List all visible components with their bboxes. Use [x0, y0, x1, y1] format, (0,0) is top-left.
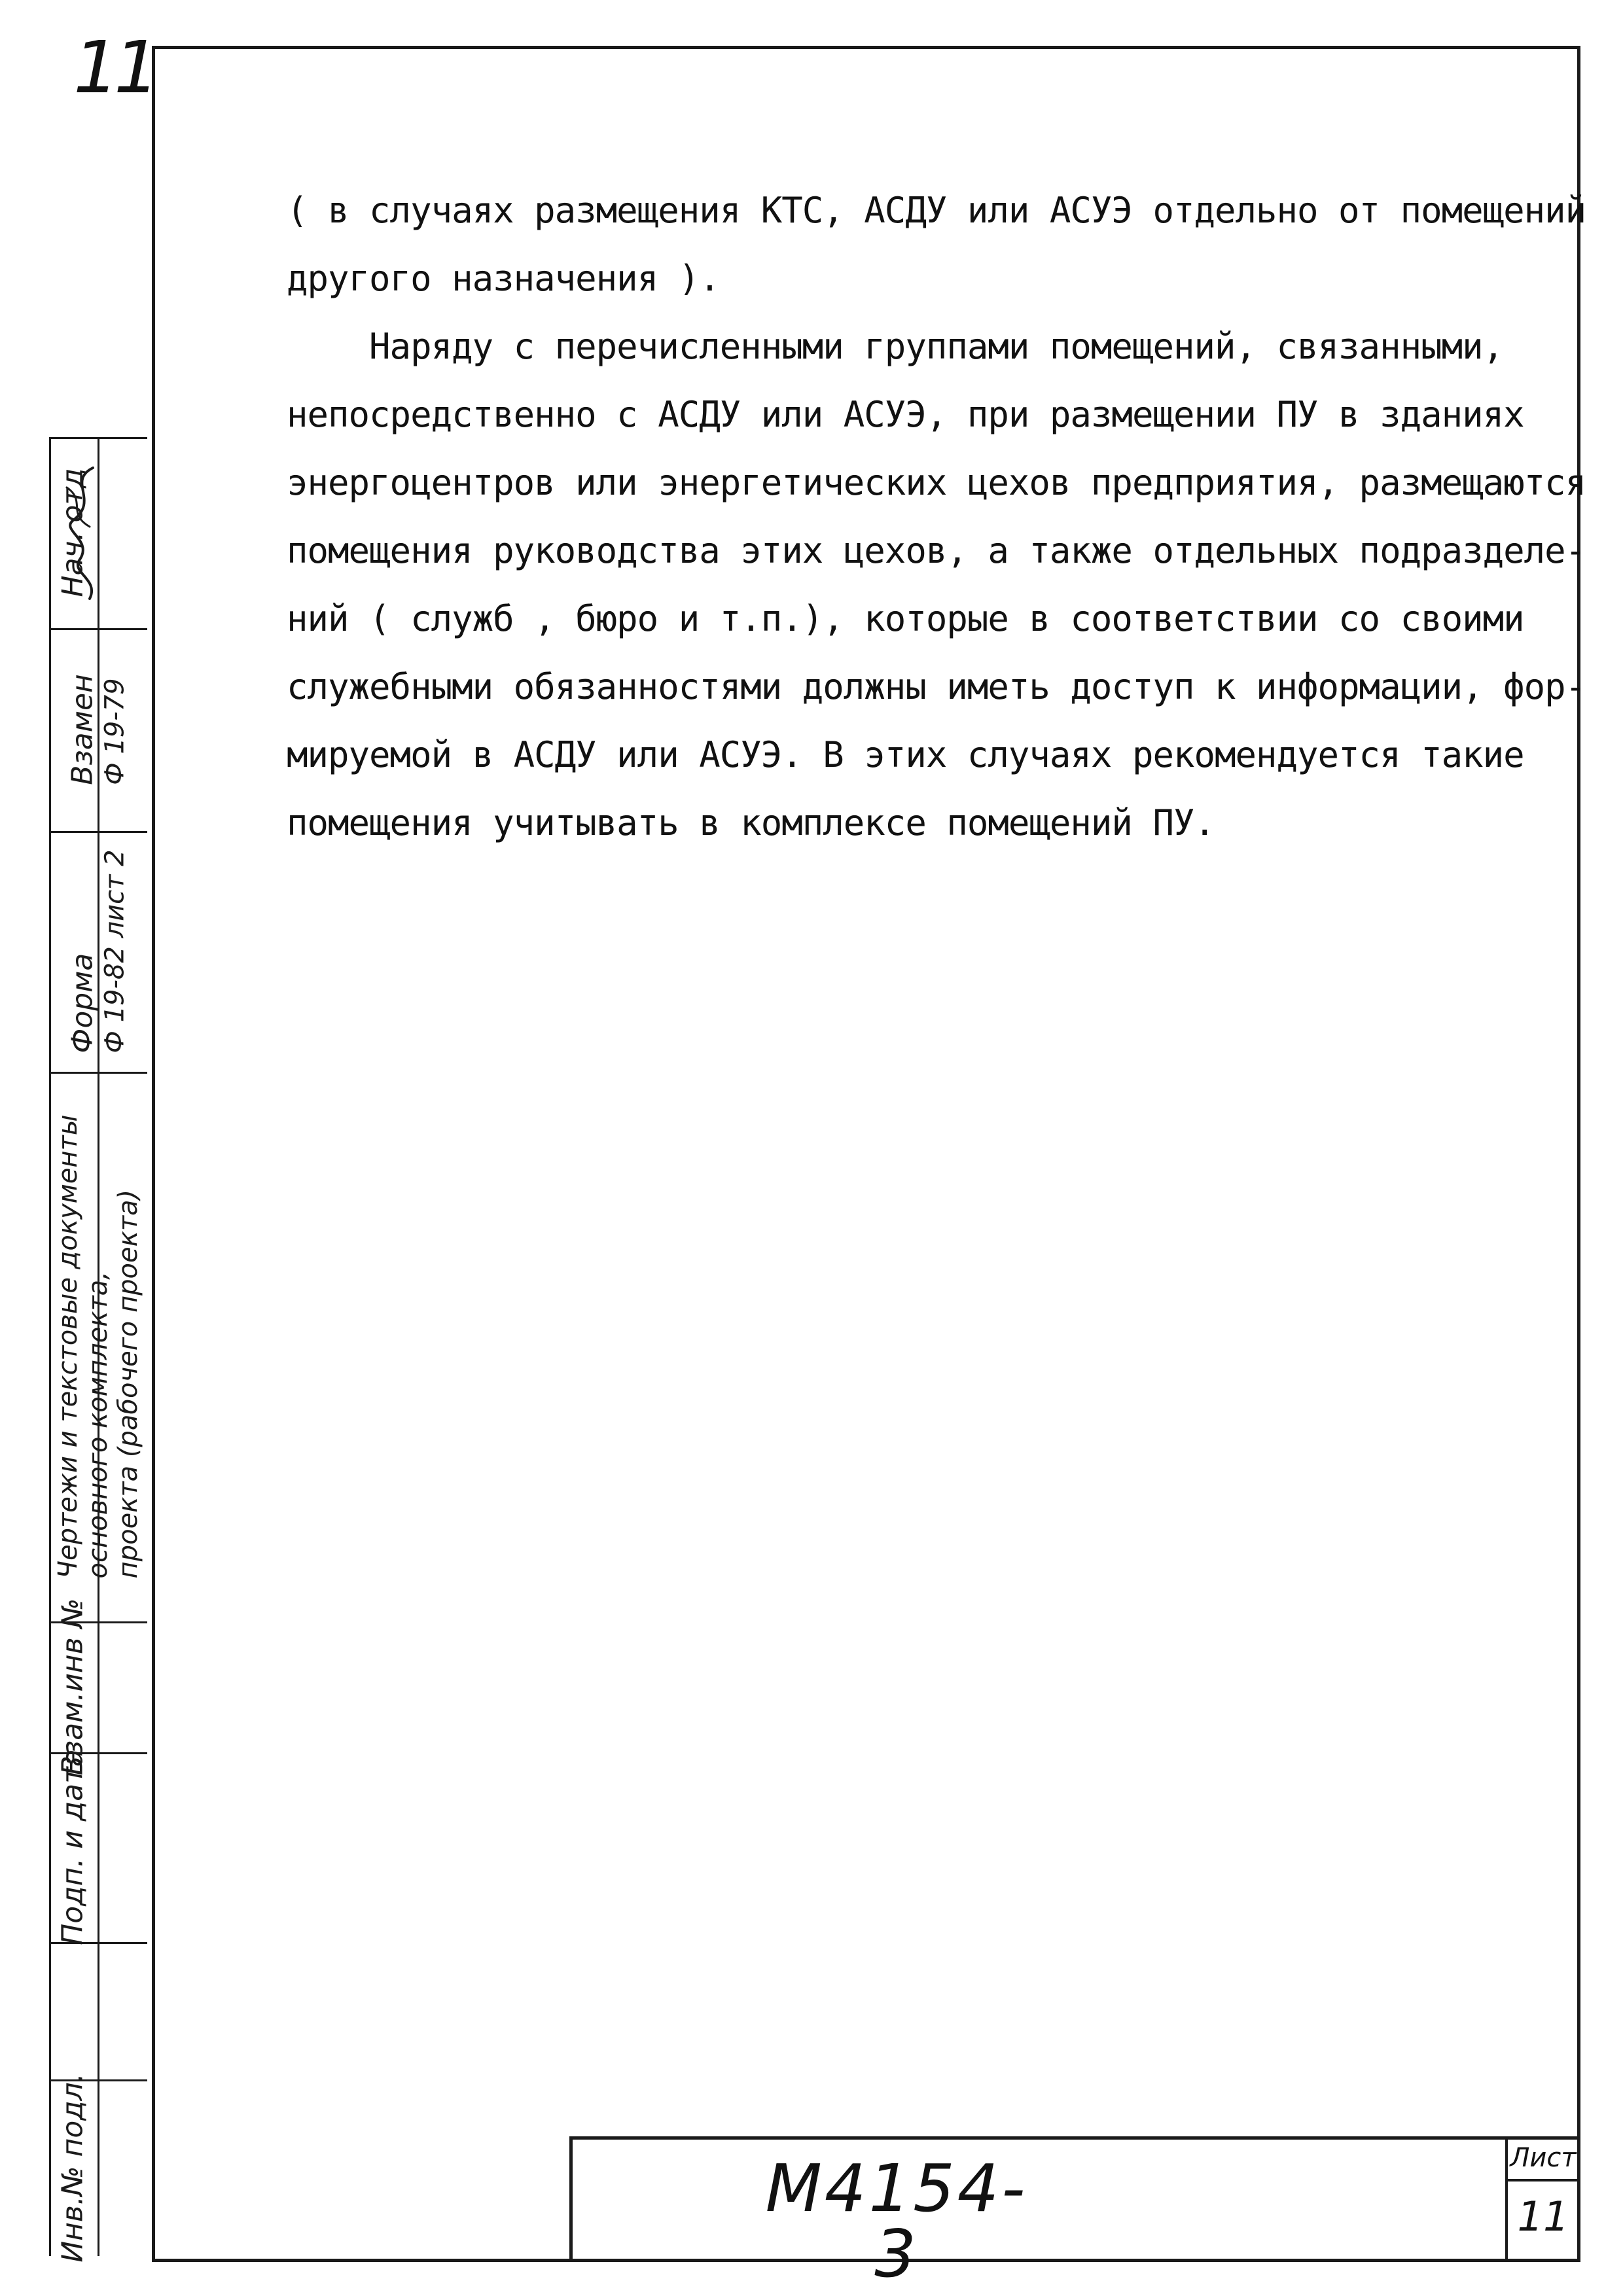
page-frame-left [152, 46, 155, 2261]
handwritten-page-number: 11 [73, 26, 154, 109]
document-code: М4154-3 [765, 2150, 1028, 2292]
stamp-cell-podp-data [49, 1749, 147, 1945]
text-line: другого назначения ). [287, 258, 720, 299]
text-line: ний ( служб , бюро и т.п.), которые в соответствии со своими [287, 598, 1524, 639]
body-text [287, 177, 1586, 857]
page-frame-top [152, 46, 1578, 49]
stamp-cell-form [49, 831, 147, 1072]
sheet-number: 11 [1517, 2193, 1569, 2240]
page-frame-right [1577, 46, 1580, 2261]
stamp-label-inv-podl: Инв.№ подл. [56, 2073, 90, 2263]
stamp-label-vzam-inv: Взам.инв № [56, 1598, 90, 1776]
text-line: помещения руководства этих цехов, а также отдельных подразделе- [287, 530, 1586, 571]
stamp-label-podp-data: Подп. и дата [56, 1749, 90, 1945]
stamp-label-vzamen: Взамен [65, 674, 99, 785]
title-block [569, 2136, 1580, 2261]
stamp-cell-vzam-inv [49, 1598, 147, 1776]
text-line: мируемой в АСДУ или АСУЭ. В этих случаях рекомендуется такие [287, 734, 1524, 775]
text-line: Наряду с перечисленными группами помещений, связанными, [287, 326, 1504, 367]
text-line: непосредственно с АСДУ или АСУЭ, при размещении ПУ в зданиях [287, 394, 1524, 435]
text-line: служебными обязанностями должны иметь доступ к информации, фор- [287, 666, 1586, 707]
stamp-cell-vzamen [49, 628, 147, 831]
stamp-cell-inv-podl [49, 2073, 147, 2263]
text-line: помещения учитывать в комплексе помещений ПУ. [287, 802, 1215, 843]
stamp-cell-drawings [49, 1072, 147, 1621]
stamp-label-form: Форма [65, 953, 99, 1053]
text-line: энергоцентров или энергетических цехов предприятия, размещаются [287, 462, 1586, 503]
sheet-box-divider [1505, 2179, 1580, 2181]
stamp-text-drawings-line2: основного комплекта, [83, 1271, 113, 1579]
left-margin-stamp [49, 437, 147, 2263]
stamp-value-vzamen: Ф 19-79 [99, 678, 130, 785]
sheet-label: Лист [1510, 2143, 1577, 2173]
stamp-value-form: Ф 19-82 лист 2 [99, 849, 130, 1053]
text-line: ( в случаях размещения КТС, АСДУ или АСУЭ отдельно от помещений [287, 190, 1586, 231]
stamp-text-drawings-line3: проекта (рабочего проекта) [113, 1189, 143, 1579]
handwritten-signature [54, 461, 113, 605]
stamp-cell-empty [49, 1942, 147, 2079]
stamp-text-drawings-line1: Чертежи и текстовые документы [53, 1114, 83, 1579]
stamp-label-nach-otd: Нач. отд [56, 468, 90, 597]
